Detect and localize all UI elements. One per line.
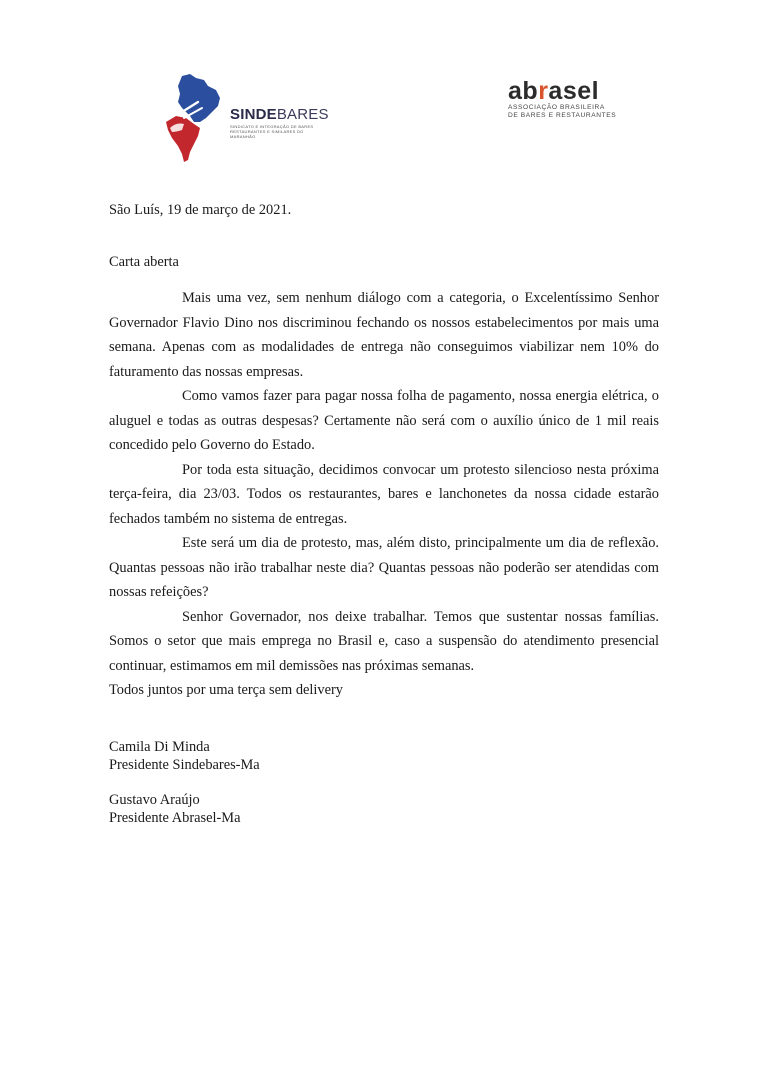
abrasel-wordmark: abrasel (508, 77, 600, 105)
signature-block (109, 738, 260, 774)
map-blue-region (178, 74, 220, 122)
signatory-name: Gustavo Araújo (109, 792, 200, 808)
maranhao-map-icon (160, 72, 226, 164)
letter-paragraph: Mais uma vez, sem nenhum diálogo com a categoria, o Excelentíssimo Senhor Governador Flavio Dino nos discriminou fechando os nossos estabelecimentos por mais uma semana. Apenas com as modalidades de entrega não conseguimos viabilizar nem 10% do faturamento das nossas empresas. (109, 290, 659, 380)
signatory-name: Camila Di Minda (109, 739, 210, 755)
letter-body (109, 286, 659, 703)
letter-date: São Luís, 19 de março de 2021. (109, 202, 292, 218)
sindebares-logo (160, 72, 330, 164)
letter-paragraph: Senhor Governador, nos deixe trabalhar. Temos que sustentar nossas famílias. Somos o setor que mais emprega no Brasil e, caso a suspensão do atendimento presencial continuar, estimamos em mil demissões nas próximas semanas. (109, 608, 659, 674)
letter-closing: Todos juntos por uma terça sem delivery (109, 682, 343, 698)
sindebares-subtitle: SINDICATO E INTEGRAÇÃO DE BARES RESTAURANTES E SIMILARES DO MARANHÃO (230, 124, 314, 139)
sindebares-wordmark: SINDEBARES (230, 106, 329, 123)
map-red-region (166, 116, 200, 162)
signatory-title: Presidente Sindebares-Ma (109, 757, 260, 773)
signatory-title: Presidente Abrasel-Ma (109, 810, 241, 826)
signature-block (109, 791, 240, 827)
abrasel-logo (508, 78, 618, 128)
letter-paragraph: Por toda esta situação, decidimos convocar um protesto silencioso nesta próxima terça-feira, dia 23/03. Todos os restaurantes, bares e lanchonetes da nossa cidade estarão fechados também no sistema de entregas. (109, 461, 659, 527)
letter-salutation: Carta aberta (109, 254, 179, 270)
abrasel-subtitle-line1: ASSOCIAÇÃO BRASILEIRA (508, 104, 605, 111)
abrasel-subtitle-line2: DE BARES E RESTAURANTES (508, 112, 617, 119)
letter-paragraph: Como vamos fazer para pagar nossa folha de pagamento, nossa energia elétrica, o aluguel e todas as outras despesas? Certamente não será com o auxílio único de 1 mil reais concedido pelo Governo do Estado. (109, 388, 659, 453)
letter-paragraph: Este será um dia de protesto, mas, além disto, principalmente um dia de reflexão. Quantas pessoas não irão trabalhar neste dia? Quantas pessoas não poderão ser atendidas com nossas refeições? (109, 535, 659, 600)
